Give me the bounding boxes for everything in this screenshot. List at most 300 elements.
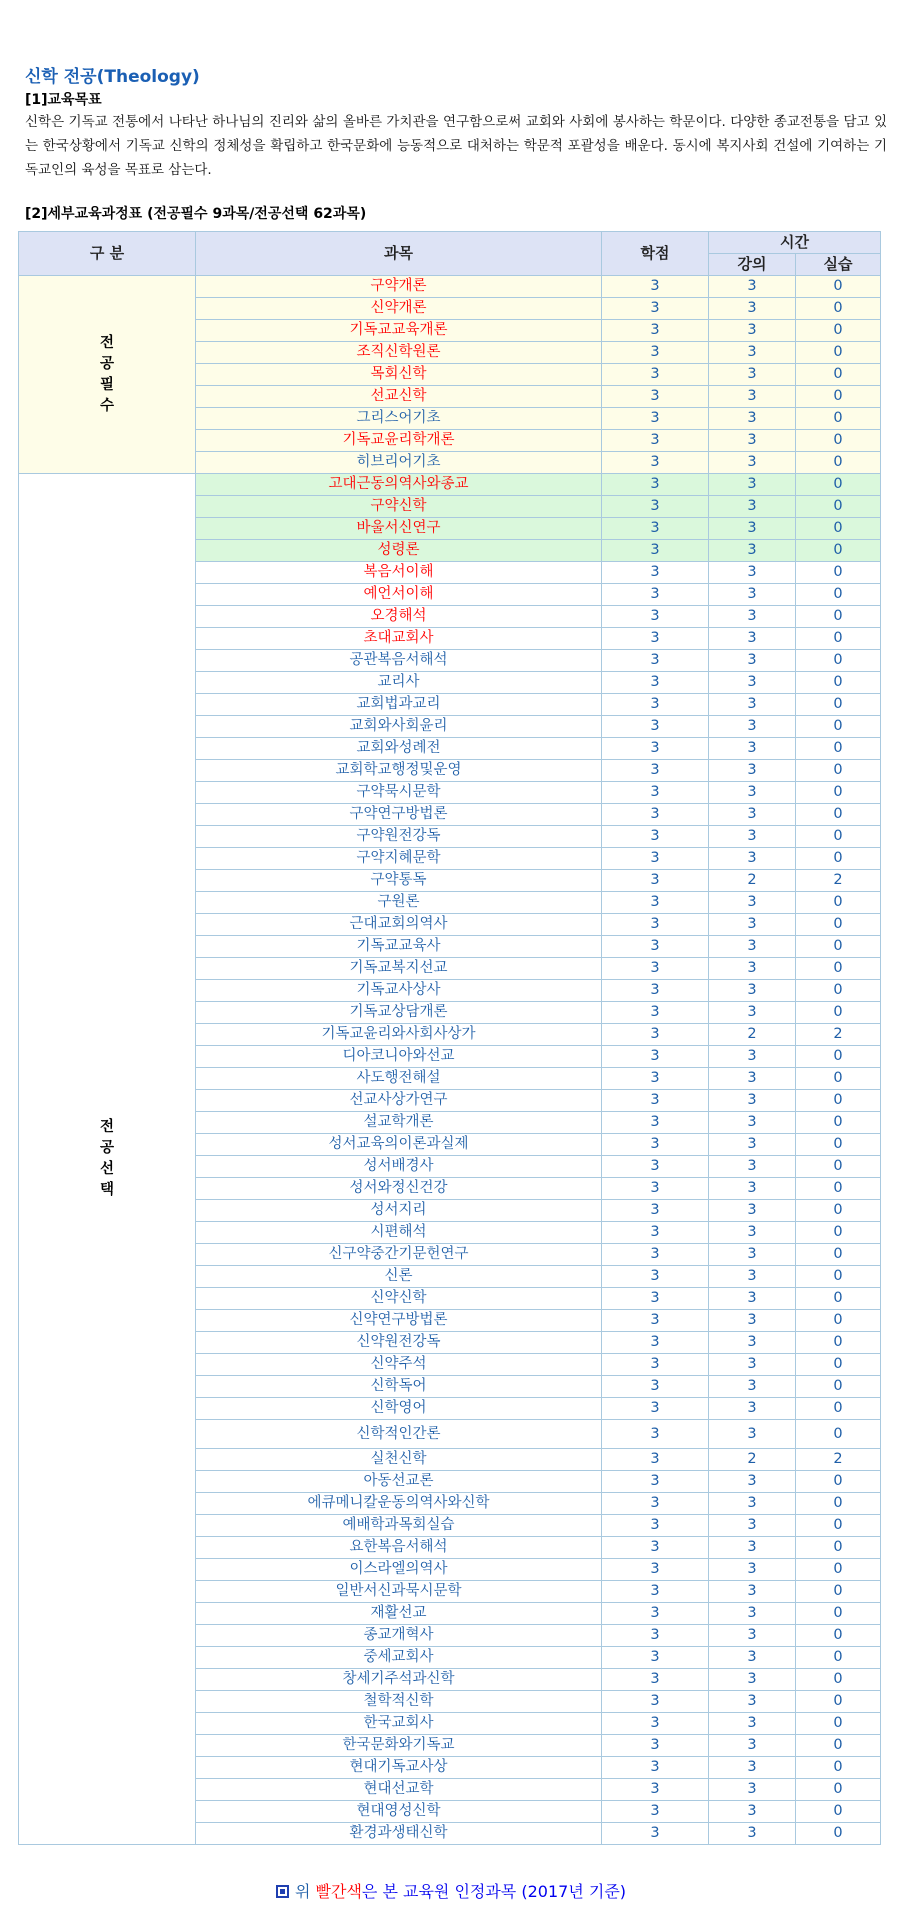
course-name: 신구약중간기문헌연구 bbox=[196, 1244, 602, 1266]
practice-hours: 0 bbox=[796, 892, 881, 914]
course-name: 현대영성신학 bbox=[196, 1801, 602, 1823]
curriculum-table bbox=[18, 231, 881, 1845]
practice-hours: 0 bbox=[796, 826, 881, 848]
credit-value: 3 bbox=[602, 1713, 709, 1735]
course-name: 재활선교 bbox=[196, 1603, 602, 1625]
credit-value: 3 bbox=[602, 694, 709, 716]
lecture-hours: 3 bbox=[709, 826, 796, 848]
credit-value: 3 bbox=[602, 408, 709, 430]
header-hours: 시간 bbox=[709, 232, 881, 254]
course-name: 설교학개론 bbox=[196, 1112, 602, 1134]
practice-hours: 0 bbox=[796, 584, 881, 606]
lecture-hours: 3 bbox=[709, 1669, 796, 1691]
lecture-hours: 3 bbox=[709, 892, 796, 914]
practice-hours: 0 bbox=[796, 430, 881, 452]
lecture-hours: 3 bbox=[709, 1002, 796, 1024]
practice-hours: 0 bbox=[796, 936, 881, 958]
credit-value: 3 bbox=[602, 1376, 709, 1398]
header-credit: 학점 bbox=[602, 232, 709, 276]
credit-value: 3 bbox=[602, 386, 709, 408]
course-name: 구약개론 bbox=[196, 276, 602, 298]
course-name: 신약연구방법론 bbox=[196, 1310, 602, 1332]
lecture-hours: 2 bbox=[709, 1449, 796, 1471]
course-name: 신약개론 bbox=[196, 298, 602, 320]
practice-hours: 0 bbox=[796, 672, 881, 694]
credit-value: 3 bbox=[602, 1420, 709, 1449]
practice-hours: 0 bbox=[796, 914, 881, 936]
course-name: 한국교회사 bbox=[196, 1713, 602, 1735]
course-name: 예언서이해 bbox=[196, 584, 602, 606]
practice-hours: 0 bbox=[796, 1112, 881, 1134]
course-name: 창세기주석과신학 bbox=[196, 1669, 602, 1691]
credit-value: 3 bbox=[602, 1112, 709, 1134]
lecture-hours: 3 bbox=[709, 1288, 796, 1310]
credit-value: 3 bbox=[602, 1068, 709, 1090]
course-name: 신론 bbox=[196, 1266, 602, 1288]
course-name: 기독교윤리와사회사상가 bbox=[196, 1024, 602, 1046]
practice-hours: 0 bbox=[796, 386, 881, 408]
lecture-hours: 3 bbox=[709, 386, 796, 408]
lecture-hours: 3 bbox=[709, 562, 796, 584]
practice-hours: 0 bbox=[796, 1493, 881, 1515]
practice-hours: 0 bbox=[796, 408, 881, 430]
header-course: 과목 bbox=[196, 232, 602, 276]
course-name: 신학독어 bbox=[196, 1376, 602, 1398]
practice-hours: 0 bbox=[796, 1134, 881, 1156]
header-lecture: 강의 bbox=[709, 254, 796, 276]
course-name: 기독교교육개론 bbox=[196, 320, 602, 342]
course-name: 교회학교행정및운영 bbox=[196, 760, 602, 782]
credit-value: 3 bbox=[602, 980, 709, 1002]
credit-value: 3 bbox=[602, 562, 709, 584]
lecture-hours: 3 bbox=[709, 408, 796, 430]
course-name: 성서와정신건강 bbox=[196, 1178, 602, 1200]
practice-hours: 0 bbox=[796, 1200, 881, 1222]
course-name: 성서지리 bbox=[196, 1200, 602, 1222]
credit-value: 3 bbox=[602, 1002, 709, 1024]
practice-hours: 0 bbox=[796, 452, 881, 474]
practice-hours: 0 bbox=[796, 1244, 881, 1266]
course-name: 사도행전해설 bbox=[196, 1068, 602, 1090]
practice-hours: 0 bbox=[796, 1515, 881, 1537]
course-name: 중세교회사 bbox=[196, 1647, 602, 1669]
page-title: 신학 전공(Theology) bbox=[25, 67, 200, 87]
credit-value: 3 bbox=[602, 782, 709, 804]
course-name: 신학영어 bbox=[196, 1398, 602, 1420]
credit-value: 3 bbox=[602, 892, 709, 914]
practice-hours: 0 bbox=[796, 1581, 881, 1603]
footnote-red-word: 빨간색 bbox=[315, 1882, 362, 1901]
course-name: 기독교상담개론 bbox=[196, 1002, 602, 1024]
credit-value: 3 bbox=[602, 342, 709, 364]
lecture-hours: 2 bbox=[709, 870, 796, 892]
lecture-hours: 3 bbox=[709, 1178, 796, 1200]
lecture-hours: 3 bbox=[709, 1398, 796, 1420]
credit-value: 3 bbox=[602, 1471, 709, 1493]
course-name: 선교신학 bbox=[196, 386, 602, 408]
credit-value: 3 bbox=[602, 584, 709, 606]
practice-hours: 0 bbox=[796, 320, 881, 342]
credit-value: 3 bbox=[602, 738, 709, 760]
credit-value: 3 bbox=[602, 1244, 709, 1266]
lecture-hours: 3 bbox=[709, 1779, 796, 1801]
practice-hours: 0 bbox=[796, 1090, 881, 1112]
group-label-text: 전공선택 bbox=[99, 1119, 114, 1198]
lecture-hours: 3 bbox=[709, 672, 796, 694]
practice-hours: 0 bbox=[796, 804, 881, 826]
lecture-hours: 3 bbox=[709, 1376, 796, 1398]
credit-value: 3 bbox=[602, 1449, 709, 1471]
credit-value: 3 bbox=[602, 518, 709, 540]
credit-value: 3 bbox=[602, 1354, 709, 1376]
course-name: 구약연구방법론 bbox=[196, 804, 602, 826]
practice-hours: 0 bbox=[796, 1310, 881, 1332]
practice-hours: 0 bbox=[796, 1332, 881, 1354]
course-name: 현대선교학 bbox=[196, 1779, 602, 1801]
credit-value: 3 bbox=[602, 958, 709, 980]
lecture-hours: 3 bbox=[709, 694, 796, 716]
lecture-hours: 3 bbox=[709, 1354, 796, 1376]
lecture-hours: 3 bbox=[709, 320, 796, 342]
practice-hours: 0 bbox=[796, 1823, 881, 1845]
lecture-hours: 3 bbox=[709, 782, 796, 804]
lecture-hours: 3 bbox=[709, 1603, 796, 1625]
course-name: 히브리어기초 bbox=[196, 452, 602, 474]
practice-hours: 0 bbox=[796, 540, 881, 562]
practice-hours: 0 bbox=[796, 276, 881, 298]
practice-hours: 0 bbox=[796, 364, 881, 386]
credit-value: 3 bbox=[602, 1603, 709, 1625]
practice-hours: 0 bbox=[796, 1288, 881, 1310]
practice-hours: 0 bbox=[796, 1603, 881, 1625]
lecture-hours: 3 bbox=[709, 1068, 796, 1090]
credit-value: 3 bbox=[602, 1332, 709, 1354]
course-name: 성령론 bbox=[196, 540, 602, 562]
lecture-hours: 3 bbox=[709, 738, 796, 760]
lecture-hours: 3 bbox=[709, 1757, 796, 1779]
course-name: 철학적신학 bbox=[196, 1691, 602, 1713]
course-name: 공관복음서해석 bbox=[196, 650, 602, 672]
course-name: 교회법과교리 bbox=[196, 694, 602, 716]
lecture-hours: 3 bbox=[709, 958, 796, 980]
practice-hours: 0 bbox=[796, 1801, 881, 1823]
table-header bbox=[19, 232, 881, 276]
header-division: 구 분 bbox=[19, 232, 196, 276]
course-name: 바울서신연구 bbox=[196, 518, 602, 540]
credit-value: 3 bbox=[602, 1200, 709, 1222]
practice-hours: 2 bbox=[796, 870, 881, 892]
lecture-hours: 3 bbox=[709, 980, 796, 1002]
lecture-hours: 3 bbox=[709, 914, 796, 936]
credit-value: 3 bbox=[602, 1757, 709, 1779]
credit-value: 3 bbox=[602, 1779, 709, 1801]
credit-value: 3 bbox=[602, 1178, 709, 1200]
lecture-hours: 3 bbox=[709, 1647, 796, 1669]
course-name: 성서교육의이론과실제 bbox=[196, 1134, 602, 1156]
lecture-hours: 3 bbox=[709, 760, 796, 782]
practice-hours: 0 bbox=[796, 848, 881, 870]
course-name: 신약신학 bbox=[196, 1288, 602, 1310]
lecture-hours: 3 bbox=[709, 1200, 796, 1222]
course-name: 목회신학 bbox=[196, 364, 602, 386]
lecture-hours: 3 bbox=[709, 1310, 796, 1332]
lecture-hours: 2 bbox=[709, 1024, 796, 1046]
course-name: 기독교교육사 bbox=[196, 936, 602, 958]
course-name: 일반서신과묵시문학 bbox=[196, 1581, 602, 1603]
credit-value: 3 bbox=[602, 1046, 709, 1068]
practice-hours: 0 bbox=[796, 1471, 881, 1493]
lecture-hours: 3 bbox=[709, 584, 796, 606]
lecture-hours: 3 bbox=[709, 1515, 796, 1537]
credit-value: 3 bbox=[602, 364, 709, 386]
course-name: 요한복음서해석 bbox=[196, 1537, 602, 1559]
course-name: 구약원전강독 bbox=[196, 826, 602, 848]
required-group-label bbox=[19, 276, 196, 474]
credit-value: 3 bbox=[602, 1735, 709, 1757]
practice-hours: 0 bbox=[796, 1420, 881, 1449]
lecture-hours: 3 bbox=[709, 1823, 796, 1845]
course-name: 구약묵시문학 bbox=[196, 782, 602, 804]
lecture-hours: 3 bbox=[709, 650, 796, 672]
credit-value: 3 bbox=[602, 474, 709, 496]
practice-hours: 0 bbox=[796, 606, 881, 628]
lecture-hours: 3 bbox=[709, 474, 796, 496]
course-name: 기독교복지선교 bbox=[196, 958, 602, 980]
table-row bbox=[19, 474, 881, 496]
table-body bbox=[19, 276, 881, 1845]
education-goal-heading: [1]교육목표 bbox=[25, 92, 102, 108]
course-name: 디아코니아와선교 bbox=[196, 1046, 602, 1068]
lecture-hours: 3 bbox=[709, 1332, 796, 1354]
practice-hours: 0 bbox=[796, 518, 881, 540]
course-name: 환경과생태신학 bbox=[196, 1823, 602, 1845]
practice-hours: 0 bbox=[796, 1046, 881, 1068]
course-name: 교리사 bbox=[196, 672, 602, 694]
lecture-hours: 3 bbox=[709, 1559, 796, 1581]
practice-hours: 0 bbox=[796, 1266, 881, 1288]
practice-hours: 0 bbox=[796, 1354, 881, 1376]
credit-value: 3 bbox=[602, 1559, 709, 1581]
practice-hours: 0 bbox=[796, 760, 881, 782]
practice-hours: 0 bbox=[796, 298, 881, 320]
practice-hours: 0 bbox=[796, 650, 881, 672]
lecture-hours: 3 bbox=[709, 276, 796, 298]
practice-hours: 0 bbox=[796, 1222, 881, 1244]
credit-value: 3 bbox=[602, 1222, 709, 1244]
credit-value: 3 bbox=[602, 1310, 709, 1332]
lecture-hours: 3 bbox=[709, 540, 796, 562]
credit-value: 3 bbox=[602, 320, 709, 342]
practice-hours: 0 bbox=[796, 958, 881, 980]
credit-value: 3 bbox=[602, 1090, 709, 1112]
course-name: 종교개혁사 bbox=[196, 1625, 602, 1647]
credit-value: 3 bbox=[602, 914, 709, 936]
curriculum-table-heading: [2]세부교육과정표 (전공필수 9과목/전공선택 62과목) bbox=[25, 206, 367, 222]
footnote-prefix: 위 bbox=[294, 1882, 311, 1901]
practice-hours: 0 bbox=[796, 1398, 881, 1420]
lecture-hours: 3 bbox=[709, 628, 796, 650]
practice-hours: 2 bbox=[796, 1024, 881, 1046]
course-name: 구약신학 bbox=[196, 496, 602, 518]
course-name: 신약원전강독 bbox=[196, 1332, 602, 1354]
course-name: 조직신학원론 bbox=[196, 342, 602, 364]
credit-value: 3 bbox=[602, 1537, 709, 1559]
lecture-hours: 3 bbox=[709, 848, 796, 870]
credit-value: 3 bbox=[602, 650, 709, 672]
practice-hours: 2 bbox=[796, 1449, 881, 1471]
credit-value: 3 bbox=[602, 276, 709, 298]
credit-value: 3 bbox=[602, 430, 709, 452]
course-name: 기독교윤리학개론 bbox=[196, 430, 602, 452]
credit-value: 3 bbox=[602, 936, 709, 958]
credit-value: 3 bbox=[602, 672, 709, 694]
credit-value: 3 bbox=[602, 826, 709, 848]
course-name: 선교사상가연구 bbox=[196, 1090, 602, 1112]
course-name: 구약지혜문학 bbox=[196, 848, 602, 870]
lecture-hours: 3 bbox=[709, 936, 796, 958]
education-goal-text: 신학은 기독교 전통에서 나타난 하나님의 진리와 삶의 올바른 가치관을 연구함으로써 교회와 사회에 봉사하는 학문이다. 다양한 종교전통을 담고 있는 한국상황에서 기독교 신학의 정체성을 확립하고 한국문화에 능동적으로 대처하는 학문적 포괄성을 배운다. 동시에 복지사회 건설에 기여하는 기독교인의 육성을 목표로 삼는다. bbox=[25, 114, 887, 178]
credit-value: 3 bbox=[602, 804, 709, 826]
lecture-hours: 3 bbox=[709, 496, 796, 518]
practice-hours: 0 bbox=[796, 1713, 881, 1735]
lecture-hours: 3 bbox=[709, 1537, 796, 1559]
course-name: 아동선교론 bbox=[196, 1471, 602, 1493]
lecture-hours: 3 bbox=[709, 1713, 796, 1735]
lecture-hours: 3 bbox=[709, 430, 796, 452]
course-name: 교회와성례전 bbox=[196, 738, 602, 760]
course-name: 근대교회의역사 bbox=[196, 914, 602, 936]
credit-value: 3 bbox=[602, 1691, 709, 1713]
credit-value: 3 bbox=[602, 1288, 709, 1310]
practice-hours: 0 bbox=[796, 980, 881, 1002]
lecture-hours: 3 bbox=[709, 1801, 796, 1823]
lecture-hours: 3 bbox=[709, 1581, 796, 1603]
practice-hours: 0 bbox=[796, 1537, 881, 1559]
credit-value: 3 bbox=[602, 848, 709, 870]
credit-value: 3 bbox=[602, 628, 709, 650]
practice-hours: 0 bbox=[796, 1178, 881, 1200]
course-name: 에큐메니칼운동의역사와신학 bbox=[196, 1493, 602, 1515]
credit-value: 3 bbox=[602, 1801, 709, 1823]
course-name: 예배학과목회실습 bbox=[196, 1515, 602, 1537]
course-name: 한국문화와기독교 bbox=[196, 1735, 602, 1757]
course-name: 기독교사상사 bbox=[196, 980, 602, 1002]
course-name: 오경해석 bbox=[196, 606, 602, 628]
course-name: 구약통독 bbox=[196, 870, 602, 892]
practice-hours: 0 bbox=[796, 562, 881, 584]
credit-value: 3 bbox=[602, 870, 709, 892]
credit-value: 3 bbox=[602, 1625, 709, 1647]
practice-hours: 0 bbox=[796, 1757, 881, 1779]
credit-value: 3 bbox=[602, 760, 709, 782]
practice-hours: 0 bbox=[796, 1669, 881, 1691]
credit-value: 3 bbox=[602, 1134, 709, 1156]
course-name: 시편해석 bbox=[196, 1222, 602, 1244]
practice-hours: 0 bbox=[796, 342, 881, 364]
course-name: 현대기독교사상 bbox=[196, 1757, 602, 1779]
credit-value: 3 bbox=[602, 1515, 709, 1537]
lecture-hours: 3 bbox=[709, 1244, 796, 1266]
lecture-hours: 3 bbox=[709, 716, 796, 738]
course-name: 복음서이해 bbox=[196, 562, 602, 584]
practice-hours: 0 bbox=[796, 1376, 881, 1398]
lecture-hours: 3 bbox=[709, 1112, 796, 1134]
course-name: 이스라엘의역사 bbox=[196, 1559, 602, 1581]
practice-hours: 0 bbox=[796, 1559, 881, 1581]
practice-hours: 0 bbox=[796, 1156, 881, 1178]
credit-value: 3 bbox=[602, 1398, 709, 1420]
lecture-hours: 3 bbox=[709, 342, 796, 364]
lecture-hours: 3 bbox=[709, 452, 796, 474]
credit-value: 3 bbox=[602, 1647, 709, 1669]
practice-hours: 0 bbox=[796, 474, 881, 496]
lecture-hours: 3 bbox=[709, 1471, 796, 1493]
practice-hours: 0 bbox=[796, 496, 881, 518]
practice-hours: 0 bbox=[796, 1647, 881, 1669]
course-name: 신학적인간론 bbox=[196, 1420, 602, 1449]
square-bullet-icon bbox=[276, 1885, 289, 1898]
lecture-hours: 3 bbox=[709, 364, 796, 386]
elective-group-label bbox=[19, 474, 196, 1845]
credit-value: 3 bbox=[602, 716, 709, 738]
credit-value: 3 bbox=[602, 452, 709, 474]
practice-hours: 0 bbox=[796, 694, 881, 716]
table-row bbox=[19, 276, 881, 298]
lecture-hours: 3 bbox=[709, 1493, 796, 1515]
footnote bbox=[0, 1879, 902, 1902]
lecture-hours: 3 bbox=[709, 1090, 796, 1112]
practice-hours: 0 bbox=[796, 1068, 881, 1090]
practice-hours: 0 bbox=[796, 782, 881, 804]
credit-value: 3 bbox=[602, 1823, 709, 1845]
credit-value: 3 bbox=[602, 1266, 709, 1288]
course-name: 성서배경사 bbox=[196, 1156, 602, 1178]
course-name: 실천신학 bbox=[196, 1449, 602, 1471]
credit-value: 3 bbox=[602, 1669, 709, 1691]
course-name: 구원론 bbox=[196, 892, 602, 914]
lecture-hours: 3 bbox=[709, 1420, 796, 1449]
lecture-hours: 3 bbox=[709, 1134, 796, 1156]
lecture-hours: 3 bbox=[709, 1266, 796, 1288]
credit-value: 3 bbox=[602, 540, 709, 562]
lecture-hours: 3 bbox=[709, 804, 796, 826]
course-name: 신약주석 bbox=[196, 1354, 602, 1376]
lecture-hours: 3 bbox=[709, 1735, 796, 1757]
course-name: 교회와사회윤리 bbox=[196, 716, 602, 738]
course-name: 그리스어기초 bbox=[196, 408, 602, 430]
footnote-text: 은 본 교육원 인정과목 (2017년 기준) bbox=[361, 1882, 627, 1901]
header-practice: 실습 bbox=[796, 254, 881, 276]
practice-hours: 0 bbox=[796, 1691, 881, 1713]
lecture-hours: 3 bbox=[709, 518, 796, 540]
lecture-hours: 3 bbox=[709, 1625, 796, 1647]
lecture-hours: 3 bbox=[709, 1222, 796, 1244]
practice-hours: 0 bbox=[796, 1625, 881, 1647]
group-label-text: 전공필수 bbox=[99, 334, 114, 414]
practice-hours: 0 bbox=[796, 1735, 881, 1757]
credit-value: 3 bbox=[602, 1024, 709, 1046]
practice-hours: 0 bbox=[796, 716, 881, 738]
lecture-hours: 3 bbox=[709, 298, 796, 320]
practice-hours: 0 bbox=[796, 1002, 881, 1024]
lecture-hours: 3 bbox=[709, 1156, 796, 1178]
credit-value: 3 bbox=[602, 298, 709, 320]
lecture-hours: 3 bbox=[709, 1046, 796, 1068]
credit-value: 3 bbox=[602, 1156, 709, 1178]
course-name: 고대근동의역사와종교 bbox=[196, 474, 602, 496]
credit-value: 3 bbox=[602, 496, 709, 518]
lecture-hours: 3 bbox=[709, 1691, 796, 1713]
